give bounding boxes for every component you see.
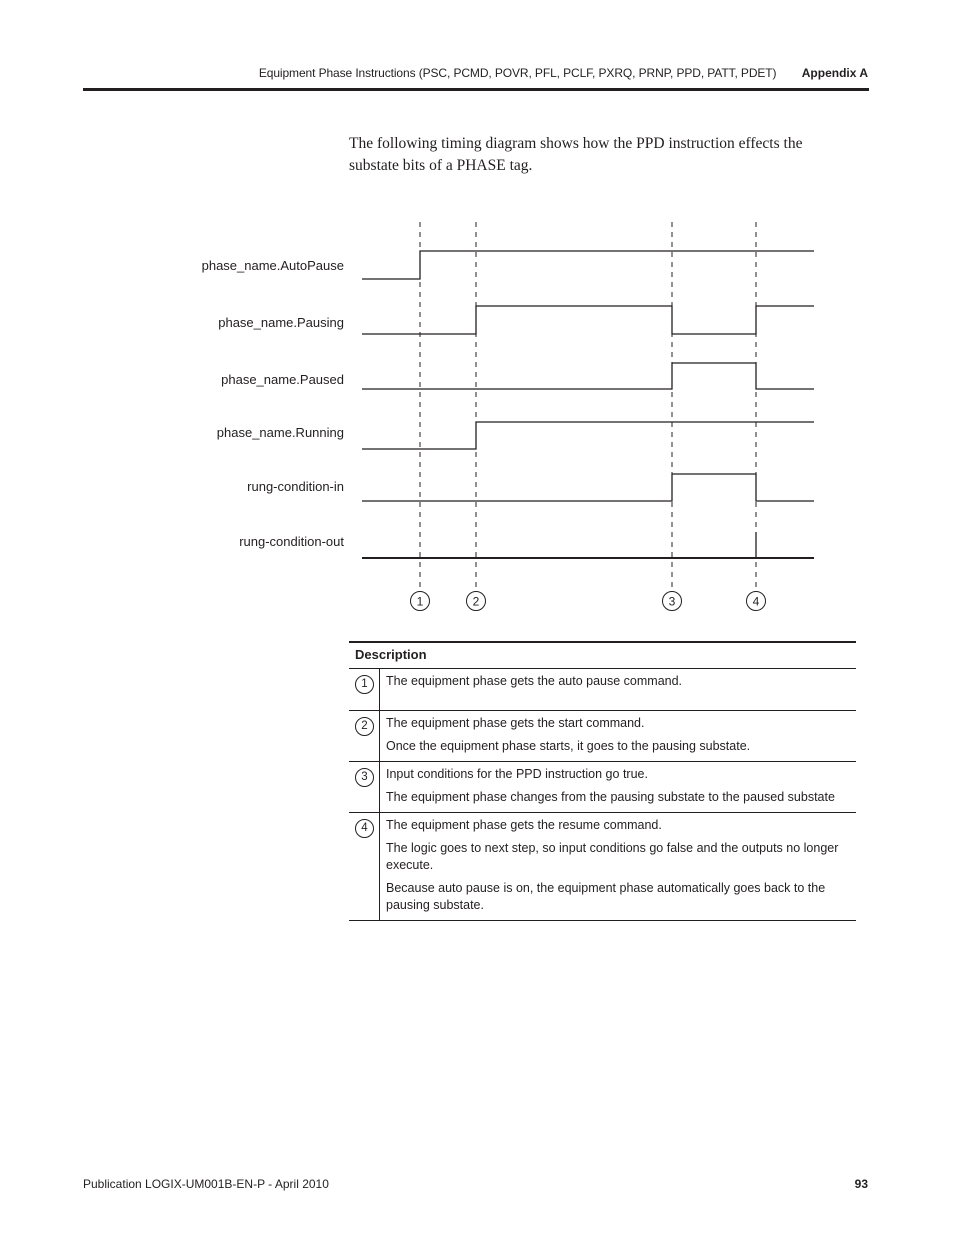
waveform-rung-out (362, 532, 814, 558)
marker-label-3: 3 (668, 594, 676, 609)
row-text: The logic goes to next step, so input conditions go false and the outputs no longer execute. (386, 841, 839, 872)
signal-label-rung-in: rung-condition-in (247, 479, 344, 494)
row-text: The equipment phase changes from the pausing substate to the paused substate (386, 790, 835, 804)
header-title: Equipment Phase Instructions (PSC, PCMD, POVR, PFL, PCLF, PXRQ, PRNP, PPD, PATT, PDET) (258, 66, 777, 80)
row-number-badge: 1 (355, 675, 374, 694)
waveform-paused (362, 363, 814, 389)
signal-label-running: phase_name.Running (216, 425, 344, 440)
waveform-running (362, 422, 814, 449)
signal-label-pausing: phase_name.Pausing (218, 315, 344, 330)
row-number-badge: 4 (355, 819, 374, 838)
timing-diagram (190, 200, 830, 620)
row-text: The equipment phase gets the resume command. (386, 818, 662, 832)
header-section: Appendix A (801, 66, 868, 80)
marker-label-4: 4 (752, 594, 760, 609)
footer-publication: Publication LOGIX-UM001B-EN-P - April 2010 (83, 1177, 329, 1191)
row-number-badge: 3 (355, 768, 374, 787)
signal-label-rung-out: rung-condition-out (239, 534, 344, 549)
row-text: The equipment phase gets the auto pause command. (386, 674, 683, 688)
row-text: Because auto pause is on, the equipment phase automatically goes back to the pausing substate. (386, 881, 826, 912)
signal-label-paused: phase_name.Paused (221, 372, 344, 387)
marker-label-2: 2 (472, 594, 480, 609)
header-rule (83, 88, 869, 91)
page-header (259, 66, 868, 80)
marker-label-1: 1 (416, 594, 424, 609)
table-row (349, 813, 856, 921)
waveform-pausing (362, 306, 814, 334)
waveform-autopause (362, 251, 814, 279)
page-number: 93 (854, 1177, 868, 1191)
row-text: Once the equipment phase starts, it goes to the pausing substate. (386, 739, 751, 753)
table-row (349, 762, 856, 813)
table-header: Description (349, 642, 856, 669)
waveform-rung-in (362, 474, 814, 501)
row-number-badge: 2 (355, 717, 374, 736)
description-table (349, 641, 856, 921)
table-row (349, 669, 856, 711)
signal-label-autopause: phase_name.AutoPause (201, 258, 344, 273)
table-row (349, 711, 856, 762)
row-text: Input conditions for the PPD instruction go true. (386, 767, 648, 781)
intro-paragraph: The following timing diagram shows how the PPD instruction effects the substate bits of a PHASE tag. (349, 135, 803, 174)
row-text: The equipment phase gets the start command. (386, 716, 645, 730)
